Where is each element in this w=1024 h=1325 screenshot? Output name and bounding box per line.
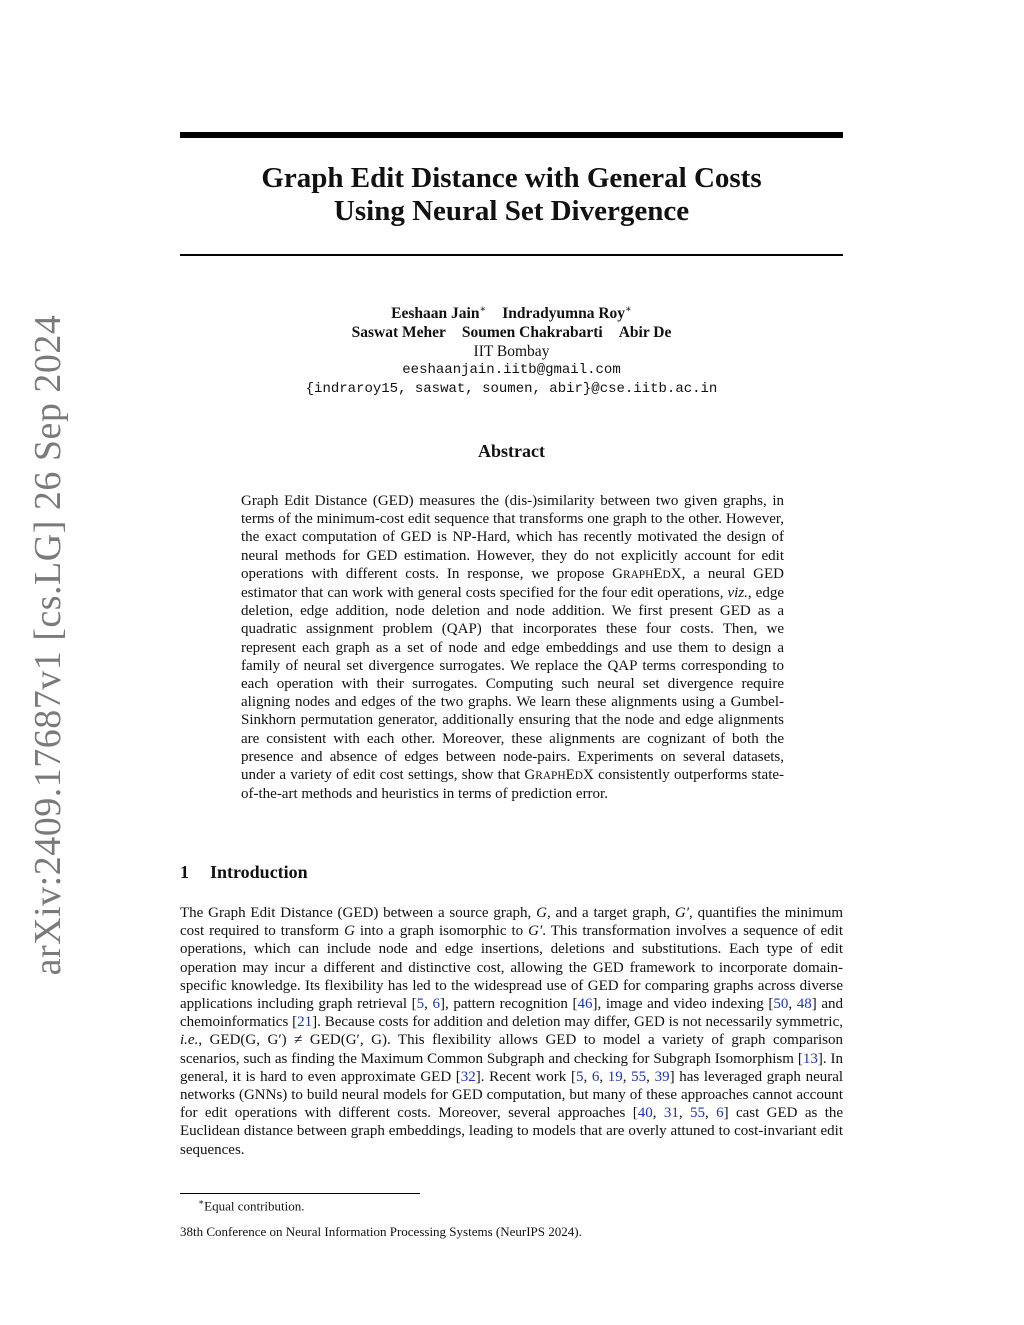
- citation-link[interactable]: 19: [607, 1068, 623, 1085]
- title-top-rule: [180, 132, 843, 138]
- citation-link[interactable]: 6: [432, 996, 441, 1013]
- introduction-body: The Graph Edit Distance (GED) between a source graph, G, and a target graph, G′, quantifies the minimum cost required to transform G into a graph isomorphic to G′. This transformation involves a sequence of edit operations, which can include node and edge insertions, deletions and substitutions. Each type of edit operation may incur a different and distinctive cost, allowing the GED framework to incorporate domain-specific knowledge. Its flexibility has led to the widespread use of GED for comparing graphs across diverse applications including graph retrieval [5, 6], pattern recognition [46], image and video indexing [50, 48] and chemoinformatics [21]. Because costs for addition and deletion may differ, GED is not necessarily symmetric, i.e., GED(G, G′) ≠ GED(G′, G). This flexibility allows GED to model a variety of graph comparison scenarios, such as finding the Maximum Common Subgraph and checking for Subgraph Isomorphism [13]. In general, it is hard to even approximate GED [32]. Recent work [5, 6, 19, 55, 39] has leveraged graph neural networks (GNNs) to build neural models for GED computation, but many of these approaches cannot account for edit operations with different costs. Moreover, several approaches [40, 31, 55, 6] cast GED as the Euclidean distance between graph embeddings, leading to models that are overly attuned to cost-invariant edit sequences.: [180, 905, 844, 1158]
- email-2: {indraroy15, saswat, soumen, abir}@cse.iitb.ac.in: [305, 381, 718, 398]
- citation-link[interactable]: 50: [773, 996, 789, 1013]
- citation-link[interactable]: 46: [577, 996, 593, 1013]
- title-line-2: Using Neural Set Divergence: [333, 195, 690, 227]
- abstract-body: Graph Edit Distance (GED) measures the (dis-)similarity between two given graphs, in terms of the minimum-cost edit sequence that transforms one graph to the other. However, the exact computation of GED is NP-Hard, which has recently motivated the design of neural methods for GED estimation. However, they do not explicitly account for edit operations with different costs. In response, we propose GRAPHEDX, a neural GED estimator that can work with general costs specified for the four edit operations, viz., edge deletion, edge addition, node deletion and node addition. We first present GED as a quadratic assignment problem (QAP) that incorporates these four costs. Then, we represent each graph as a set of node and edge embeddings and use them to design a family of neural set divergence surrogates. We replace the QAP terms corresponding to each operation with their surrogates. Computing such neural set divergence require aligning nodes and edges of the two graphs. We learn these alignments using a Gumbel-Sinkhorn permutation generator, additionally ensuring that the node and edge alignments are consistent with each other. Moreover, these alignments are cognizant of both the presence and absence of edges between node-pairs. Experiments on several datasets, under a variety of edit cost settings, show that GRAPHEDX consistently outperforms state-of-the-art methods and heuristics in terms of prediction error.: [241, 493, 785, 803]
- citation-link[interactable]: 39: [654, 1068, 670, 1085]
- author-name: Abir De: [618, 324, 672, 342]
- section-heading: 1 Introduction: [180, 862, 308, 882]
- paper-title: [180, 162, 843, 228]
- inequality-equation: GED(G, G′) ≠ GED(G′, G): [209, 1032, 387, 1049]
- citation-link[interactable]: 55: [631, 1068, 647, 1085]
- citation-link[interactable]: 32: [460, 1068, 476, 1085]
- author-block: [180, 300, 843, 399]
- citation-link[interactable]: 6: [716, 1105, 724, 1122]
- email-1: eeshaanjain.iitb@gmail.com: [402, 362, 621, 379]
- citation-link[interactable]: 21: [297, 1014, 313, 1031]
- footnote-rule: [180, 1193, 420, 1194]
- citation-link[interactable]: 40: [637, 1105, 653, 1122]
- citation-link[interactable]: 13: [802, 1050, 818, 1067]
- citation-link[interactable]: 5: [416, 996, 425, 1013]
- author-name: Indradyumna Roy∗: [502, 304, 632, 323]
- arxiv-stamp: arXiv:2409.17687v1 [cs.LG] 26 Sep 2024: [27, 314, 69, 976]
- citation-link[interactable]: 55: [689, 1105, 705, 1122]
- author-name: Soumen Chakrabarti: [461, 324, 603, 342]
- abstract-heading: Abstract: [478, 441, 545, 461]
- author-row-2: [180, 323, 843, 342]
- affiliation: IIT Bombay: [473, 343, 550, 361]
- footnote: ∗Equal contribution.: [198, 1197, 305, 1214]
- title-line-1: Graph Edit Distance with General Costs: [261, 162, 762, 194]
- model-name: GRAPHEDX: [612, 565, 682, 582]
- title-bottom-rule: [180, 254, 843, 256]
- citation-link[interactable]: 6: [591, 1068, 600, 1085]
- author-name: Eeshaan Jain∗: [391, 304, 487, 323]
- citation-link[interactable]: 48: [796, 996, 812, 1013]
- author-name: Saswat Meher: [351, 324, 446, 342]
- model-name: GRAPHEDX: [524, 767, 594, 784]
- citation-link[interactable]: 31: [663, 1105, 679, 1122]
- author-row-1: [180, 300, 843, 323]
- citation-link[interactable]: 5: [575, 1068, 584, 1085]
- conference-note: 38th Conference on Neural Information Processing Systems (NeurIPS 2024).: [180, 1224, 582, 1239]
